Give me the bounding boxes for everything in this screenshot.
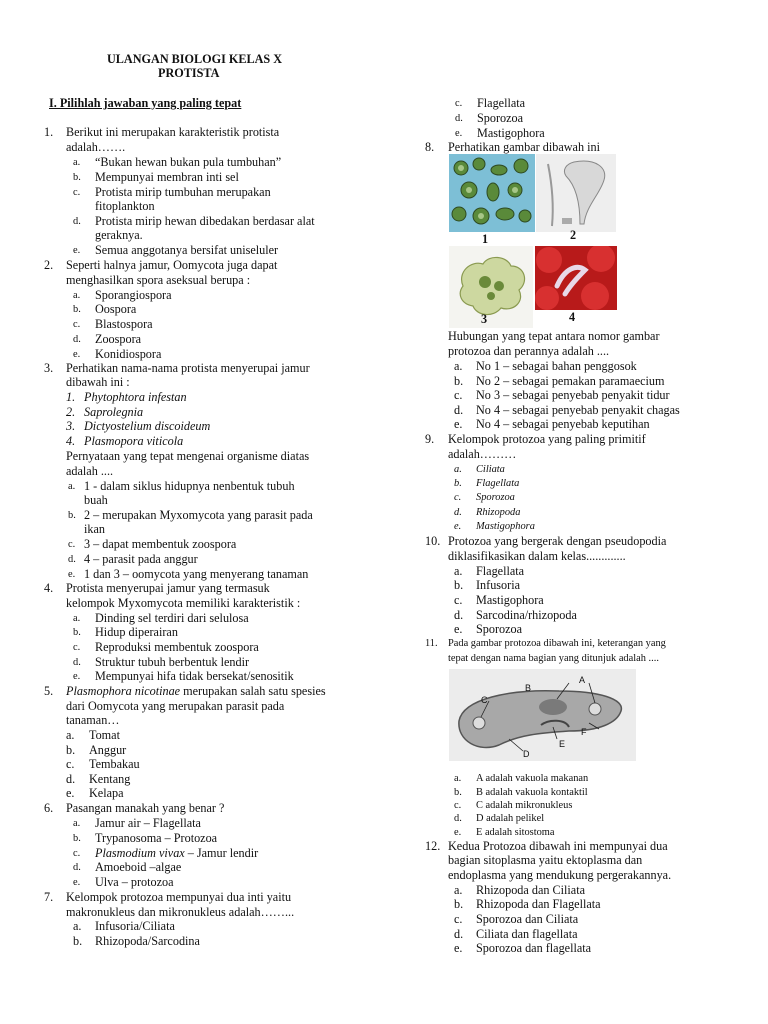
option-letter: c. bbox=[73, 642, 81, 653]
option-letter: e. bbox=[66, 786, 75, 800]
option-text[interactable]: Reproduksi membentuk zoospora bbox=[95, 640, 259, 654]
option-text[interactable]: Sporozoa bbox=[477, 111, 524, 125]
option-letter: e. bbox=[454, 622, 463, 636]
species-number: 3. bbox=[66, 419, 76, 433]
option-letter: d. bbox=[68, 554, 76, 565]
option-text[interactable]: Sporozoa bbox=[476, 622, 523, 636]
option-letter: e. bbox=[454, 941, 463, 955]
option-letter: a. bbox=[454, 564, 463, 578]
option-letter: b. bbox=[68, 510, 76, 521]
option-text[interactable]: No 2 – sebagai pemakan paramaecium bbox=[476, 374, 665, 388]
option-letter: e. bbox=[73, 877, 81, 888]
trumpet-ciliate-image bbox=[536, 154, 616, 232]
option-letter: c. bbox=[454, 388, 463, 402]
option-letter: d. bbox=[73, 216, 81, 227]
option-letter: d. bbox=[454, 927, 464, 941]
option-letter: a. bbox=[454, 464, 462, 475]
option-letter: c. bbox=[66, 757, 75, 771]
option-text[interactable]: B adalah vakuola kontaktil bbox=[476, 787, 588, 798]
question-text: diklasifikasikan dalam kelas............. bbox=[448, 549, 626, 563]
question-number: 5. bbox=[44, 684, 54, 698]
option-text[interactable]: No 1 – sebagai bahan penggosok bbox=[476, 359, 637, 373]
protozoa-figure-1 bbox=[449, 154, 535, 232]
paramecium-figure bbox=[449, 669, 636, 761]
figure-label: F bbox=[581, 727, 587, 737]
option-text[interactable]: Rhizopoda dan Ciliata bbox=[476, 883, 585, 897]
option-letter: a. bbox=[454, 883, 463, 897]
question-statement: Hubungan yang tepat antara nomor gambar bbox=[448, 329, 660, 343]
option-letter: d. bbox=[454, 403, 464, 417]
option-text[interactable]: Sporozoa dan flagellata bbox=[476, 941, 592, 955]
amoeba-image bbox=[449, 246, 533, 328]
option-letter: e. bbox=[68, 569, 76, 580]
option-letter: b. bbox=[73, 304, 81, 315]
question-number: 12. bbox=[425, 839, 441, 853]
protozoa-figure-3 bbox=[449, 246, 533, 328]
option-letter: a. bbox=[73, 613, 81, 624]
option-text[interactable]: Konidiospora bbox=[95, 347, 162, 361]
question-text: endoplasma yang mendukung pergerakannya. bbox=[448, 868, 672, 882]
option-text[interactable]: Amoeboid –algae bbox=[95, 860, 182, 874]
species-name: Phytophtora infestan bbox=[84, 390, 187, 404]
option-text[interactable]: Dinding sel terdiri dari selulosa bbox=[95, 611, 249, 625]
option-letter: e. bbox=[73, 245, 81, 256]
option-text[interactable]: Sarcodina/rhizopoda bbox=[476, 608, 577, 622]
question-text: dibawah ini : bbox=[66, 375, 130, 389]
question-text: Seperti halnya jamur, Oomycota juga dapat bbox=[66, 258, 278, 272]
option-text[interactable]: Sporozoa bbox=[476, 492, 515, 503]
option-letter: e. bbox=[73, 349, 81, 360]
question-number: 9. bbox=[425, 432, 435, 446]
option-text[interactable]: No 3 – sebagai penyebab penyakit tidur bbox=[476, 388, 670, 402]
option-letter: b. bbox=[73, 833, 81, 844]
option-letter: b. bbox=[454, 374, 464, 388]
question-number: 6. bbox=[44, 801, 54, 815]
option-text[interactable]: 2 – merupakan Myxomycota yang parasit pada bbox=[84, 508, 313, 522]
option-text[interactable]: 1 dan 3 – oomycota yang menyerang tanaman bbox=[84, 567, 309, 581]
question-number: 2. bbox=[44, 258, 54, 272]
option-text[interactable]: Trypanosoma – Protozoa bbox=[95, 831, 218, 845]
option-text[interactable]: Rhizopoda/Sarcodina bbox=[95, 934, 200, 948]
option-text[interactable]: Ciliata dan flagellata bbox=[476, 927, 578, 941]
option-letter: b. bbox=[73, 934, 83, 948]
question-text: Kelompok protozoa yang paling primitif bbox=[448, 432, 646, 446]
option-letter: e. bbox=[455, 128, 463, 139]
question-text: tepat dengan nama bagian yang ditunjuk adalah .... bbox=[448, 653, 659, 664]
option-text[interactable]: Infusoria/Ciliata bbox=[95, 919, 175, 933]
option-text[interactable]: A adalah vakuola makanan bbox=[476, 773, 589, 784]
paramecium-diagram bbox=[449, 669, 636, 761]
diatom-image bbox=[449, 154, 535, 232]
option-text[interactable]: No 4 – sebagai penyebab keputihan bbox=[476, 417, 650, 431]
figure-label: E bbox=[559, 739, 566, 749]
figure-label: 3 bbox=[481, 312, 488, 326]
option-text[interactable]: Anggur bbox=[89, 743, 127, 757]
question-text: Pada gambar protozoa dibawah ini, keterangan yang bbox=[448, 638, 666, 649]
question-statement: adalah .... bbox=[66, 464, 114, 478]
option-text[interactable]: Sporangiospora bbox=[95, 288, 172, 302]
species-name: Plasmopora viticola bbox=[84, 434, 184, 448]
question-number: 10. bbox=[425, 534, 441, 548]
option-letter: c. bbox=[73, 319, 81, 330]
option-letter: c. bbox=[73, 187, 81, 198]
figure-label: 2 bbox=[570, 228, 577, 242]
option-letter: c. bbox=[455, 98, 463, 109]
option-text[interactable]: Blastospora bbox=[95, 317, 153, 331]
trypanosoma-image bbox=[535, 246, 617, 310]
option-text[interactable]: Mastigophora bbox=[477, 126, 545, 140]
species-name: Plasmophora nicotinae bbox=[66, 684, 181, 698]
option-letter: d. bbox=[66, 772, 76, 786]
question-number: 11. bbox=[425, 638, 438, 649]
question-number: 1. bbox=[44, 125, 54, 139]
option-text[interactable]: D adalah pelikel bbox=[476, 813, 545, 824]
option-text[interactable]: buah bbox=[84, 493, 108, 507]
figure-label: C bbox=[481, 695, 488, 705]
question-text: tanaman… bbox=[66, 713, 120, 727]
option-text[interactable]: Tomat bbox=[89, 728, 120, 742]
option-letter: c. bbox=[454, 800, 462, 811]
question-statement: Pernyataan yang tepat mengenai organisme diatas bbox=[66, 449, 310, 463]
option-letter: e. bbox=[454, 521, 462, 532]
option-text[interactable]: Mastigophora bbox=[476, 521, 535, 532]
question-text: bagian sitoplasma yaitu ektoplasma dan bbox=[448, 853, 643, 867]
option-text[interactable]: Semua anggotanya bersifat uniseluler bbox=[95, 243, 279, 257]
option-letter: c. bbox=[73, 848, 81, 859]
species-name: Saprolegnia bbox=[84, 405, 144, 419]
option-text[interactable]: Infusoria bbox=[476, 578, 520, 592]
option-letter: c. bbox=[454, 912, 463, 926]
option-text[interactable]: Mempunyai hifa tidak bersekat/senositik bbox=[95, 669, 294, 683]
option-text-rest: – Jamur lendir bbox=[184, 846, 259, 860]
option-letter: d. bbox=[73, 334, 81, 345]
option-text[interactable]: Kelapa bbox=[89, 786, 124, 800]
question-text: kelompok Myxomycota memiliki karakteristik : bbox=[66, 596, 301, 610]
option-text[interactable]: Ciliata bbox=[476, 464, 505, 475]
option-letter: b. bbox=[454, 478, 462, 489]
option-text[interactable]: Flagellata bbox=[477, 96, 526, 110]
option-letter: c. bbox=[454, 593, 463, 607]
option-letter: a. bbox=[68, 481, 76, 492]
question-text: Berikut ini merupakan karakteristik protista bbox=[66, 125, 280, 139]
option-letter: c. bbox=[454, 492, 462, 503]
option-letter: e. bbox=[454, 827, 462, 838]
option-letter: d. bbox=[455, 113, 463, 124]
figure-label: B bbox=[525, 683, 532, 693]
option-text[interactable]: “Bukan hewan bukan pula tumbuhan” bbox=[95, 155, 282, 169]
option-text[interactable]: Oospora bbox=[95, 302, 137, 316]
species-name: Dictyostelium discoideum bbox=[84, 419, 211, 433]
question-number: 8. bbox=[425, 140, 435, 154]
option-letter: d. bbox=[73, 657, 81, 668]
option-text[interactable]: fitoplankton bbox=[95, 199, 155, 213]
option-letter: d. bbox=[454, 608, 464, 622]
exam-subtitle: PROTISTA bbox=[158, 66, 220, 80]
question-text: Perhatikan nama-nama protista menyerupai jamur bbox=[66, 361, 310, 375]
question-text: Kelompok protozoa mempunyai dua inti yaitu bbox=[66, 890, 292, 904]
option-letter: b. bbox=[73, 627, 81, 638]
option-text[interactable]: Rhizopoda dan Flagellata bbox=[476, 897, 601, 911]
option-text[interactable]: Mastigophora bbox=[476, 593, 544, 607]
option-text[interactable]: Hidup diperairan bbox=[95, 625, 178, 639]
question-number: 7. bbox=[44, 890, 54, 904]
protozoa-figure-2 bbox=[536, 154, 616, 232]
species-number: 4. bbox=[66, 434, 76, 448]
option-text[interactable]: E adalah sitostoma bbox=[476, 827, 555, 838]
option-text[interactable]: Jamur air – Flagellata bbox=[95, 816, 201, 830]
option-text[interactable]: Rhizopoda bbox=[476, 507, 521, 518]
species-name: Plasmodium vivax bbox=[95, 846, 185, 860]
option-letter: a. bbox=[73, 157, 81, 168]
option-letter: d. bbox=[73, 862, 81, 873]
option-letter: a. bbox=[66, 728, 75, 742]
option-letter: c. bbox=[68, 539, 76, 550]
option-letter: a. bbox=[454, 359, 463, 373]
option-text[interactable]: Flagellata bbox=[476, 478, 520, 489]
option-letter: e. bbox=[73, 671, 81, 682]
option-text[interactable]: Protista mirip hewan dibedakan berdasar alat bbox=[95, 214, 315, 228]
question-text: dari Oomycota yang merupakan parasit pada bbox=[66, 699, 285, 713]
option-letter: d. bbox=[454, 507, 462, 518]
option-letter: b. bbox=[73, 172, 81, 183]
question-text: menghasilkan spora aseksual berupa : bbox=[66, 273, 251, 287]
option-text[interactable]: Mempunyai membran inti sel bbox=[95, 170, 239, 184]
option-text[interactable]: No 4 – sebagai penyebab penyakit chagas bbox=[476, 403, 680, 417]
question-text: adalah……. bbox=[66, 140, 126, 154]
option-letter: b. bbox=[66, 743, 76, 757]
option-letter: b. bbox=[454, 578, 464, 592]
option-text[interactable]: Tembakau bbox=[89, 757, 140, 771]
option-text[interactable]: 4 – parasit pada anggur bbox=[84, 552, 198, 566]
option-letter: b. bbox=[454, 897, 464, 911]
species-number: 1. bbox=[66, 390, 76, 404]
figure-label: 4 bbox=[569, 310, 576, 324]
option-text[interactable]: ikan bbox=[84, 522, 105, 536]
question-text: Pasangan manakah yang benar ? bbox=[66, 801, 225, 815]
figure-label: 1 bbox=[482, 232, 489, 246]
figure-label: D bbox=[523, 749, 530, 759]
option-text[interactable]: C adalah mikronukleus bbox=[476, 800, 573, 811]
question-number: 3. bbox=[44, 361, 54, 375]
question-number: 4. bbox=[44, 581, 54, 595]
option-text[interactable]: Ulva – protozoa bbox=[95, 875, 174, 889]
option-text[interactable]: Sporozoa dan Ciliata bbox=[476, 912, 579, 926]
option-letter: d. bbox=[454, 813, 462, 824]
question-text bbox=[66, 684, 326, 699]
option-text[interactable]: geraknya. bbox=[95, 228, 143, 242]
option-text[interactable]: 1 - dalam siklus hidupnya nenbentuk tubuh bbox=[84, 479, 295, 493]
option-letter: b. bbox=[454, 787, 462, 798]
section-title: I. Pilihlah jawaban yang paling tepat bbox=[49, 96, 242, 110]
option-text[interactable]: Protista mirip tumbuhan merupakan bbox=[95, 185, 271, 199]
option-text[interactable]: Flagellata bbox=[476, 564, 525, 578]
option-text[interactable]: Struktur tubuh berbentuk lendir bbox=[95, 655, 250, 669]
question-text-rest: merupakan salah satu spesies bbox=[180, 684, 326, 698]
species-number: 2. bbox=[66, 405, 76, 419]
option-text[interactable]: Zoospora bbox=[95, 332, 142, 346]
question-text: adalah……… bbox=[448, 447, 517, 461]
question-text: Perhatikan gambar dibawah ini bbox=[448, 140, 600, 154]
question-text: makronukleus dan mikronukleus adalah……... bbox=[66, 905, 295, 919]
option-text[interactable] bbox=[95, 846, 258, 861]
option-letter: e. bbox=[454, 417, 463, 431]
figure-label: A bbox=[579, 675, 586, 685]
protozoa-figure-4 bbox=[535, 246, 617, 310]
question-statement: protozoa dan perannya adalah .... bbox=[448, 344, 610, 358]
question-text: Protozoa yang bergerak dengan pseudopodia bbox=[448, 534, 667, 548]
option-text[interactable]: 3 – dapat membentuk zoospora bbox=[84, 537, 237, 551]
option-letter: a. bbox=[454, 773, 462, 784]
option-letter: a. bbox=[73, 818, 81, 829]
option-letter: a. bbox=[73, 919, 82, 933]
option-text[interactable]: Kentang bbox=[89, 772, 131, 786]
question-text: Protista menyerupai jamur yang termasuk bbox=[66, 581, 270, 595]
option-letter: a. bbox=[73, 290, 81, 301]
exam-title: ULANGAN BIOLOGI KELAS X bbox=[107, 52, 283, 66]
question-text: Kedua Protozoa dibawah ini mempunyai dua bbox=[448, 839, 668, 853]
